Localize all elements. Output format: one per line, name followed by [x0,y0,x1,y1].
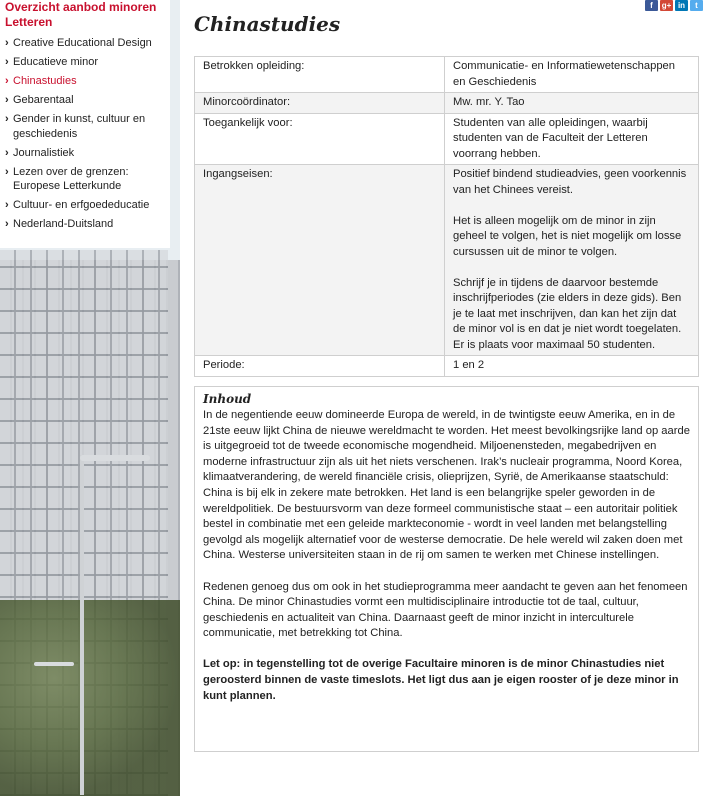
chevron-right-icon: › [5,113,9,125]
info-table [194,56,699,377]
sidebar-item[interactable] [5,165,164,194]
page-title: Chinastudies [194,12,341,36]
info-value-text: Studenten van alle opleidingen, waarbij studenten van de Faculteit der Letteren voorrang hebben. [453,116,648,160]
main-content [194,0,706,752]
social-share [645,0,703,11]
info-value [445,165,699,356]
info-value [445,356,699,377]
info-value [445,113,699,165]
inhoud-heading: Inhoud [203,391,252,406]
info-value [445,57,699,93]
sidebar-item-label: Nederland-Duitsland [13,218,114,230]
info-row [195,165,699,356]
info-row [195,356,699,377]
info-key: Betrokken opleiding: [195,57,445,93]
chevron-right-icon: › [5,37,9,49]
inhoud-paragraph: Redenen genoeg dus om ook in het studieprogramma meer aandacht te geven aan het fenomeen China. De minor Chinastudies vormt een multidisciplinaire introductie tot de taal, cultuur, geschiedenis en actualiteit van China. Daarnaast geeft de minor inzicht in interculturele communicatie, met betrekking tot China. [203,580,688,640]
sidebar-item-label: Educatieve minor [13,56,98,68]
info-key: Periode: [195,356,445,377]
info-row [195,113,699,165]
sidebar-item[interactable] [5,93,164,108]
chevron-right-icon: › [5,56,9,68]
sidebar-menu [0,0,170,248]
sidebar-item-label: Journalistiek [13,146,75,159]
info-key: Minorcoördinator: [195,93,445,114]
chevron-right-icon: › [5,165,9,178]
sidebar-item-label: Chinastudies [13,75,77,87]
sidebar-item[interactable] [5,112,164,141]
chevron-right-icon: › [5,199,9,211]
info-value-text: Mw. mr. Y. Tao [453,96,525,108]
chevron-right-icon: › [5,75,9,87]
facebook-icon[interactable]: f [645,0,658,11]
info-value-text: 1 en 2 [453,359,485,371]
sidebar-item[interactable] [5,74,164,89]
sidebar-item[interactable] [5,146,164,161]
sidebar-item[interactable] [5,55,164,70]
info-value-text: Schrijf je in tijdens de daarvoor bestemde inschrijfperiodes (zie elders in deze gids). Ben je te laat met inschrijven, dan kan het zijn dat de minor vol is en dat je niet wordt toegelaten. Er is plaats voor maximaal 50 studenten. [453,276,682,351]
chevron-right-icon: › [5,94,9,106]
info-key: Ingangseisen: [195,165,445,356]
sidebar-item[interactable] [5,198,164,213]
sidebar-item-label: Gender in kunst, cultuur en geschiedenis [13,113,146,140]
inhoud-paragraph: In de negentiende eeuw domineerde Europa de wereld, in de twintigste eeuw Amerika, en in de 21ste eeuw lijkt China de nieuwe wereldmacht te worden. Het meest bevolkingsrijke land op aarde is uitgegroeid tot de tweede economische mogendheid. Miljoenensteden, megabedrijven en moderne infrastructuur zijn als uit het niets verschenen. Irak’s nucleair programma, Noord Korea, klimaatverandering, de wereld financiële crisis, olieprijzen, Syrië, de Amerikaanse staatschuld: China is bij elk in zekere mate betrokken. Het land is een belangrijke speler geworden in de wereldpolitiek. De bestuursvorm van deze formeel communistische staat – een autoritair politiek bestel in combinatie met een geleide markteconomie - wordt in veel landen met belangstelling gevolgd als mogelijk alternatief voor de westerse democratie. De hele wereld wil zaken doen met China. Westerse universiteiten staan in de rij om samen te werken met Chinese instellingen. [203,409,690,562]
sidebar-item[interactable] [5,36,164,51]
inhoud-note: Let op: in tegenstelling tot de overige Facultaire minoren is de minor Chinastudies niet geroosterd binnen de vaste timeslots. Het ligt dus aan je eigen rooster of je deze minor in kunt plannen. [203,658,679,702]
info-value [445,93,699,114]
sidebar-item-label: Gebarentaal [13,94,74,106]
info-key: Toegankelijk voor: [195,113,445,165]
sidebar-item-label: Cultuur- en erfgoededucatie [13,199,150,211]
sidebar-list [5,36,164,232]
inhoud-section [194,386,699,752]
sidebar-item[interactable] [5,217,164,232]
info-value-text: Positief bindend studieadvies, geen voorkennis van het Chinees vereist. [453,168,687,196]
info-row [195,93,699,114]
google-plus-icon[interactable]: g+ [661,1,672,10]
twitter-icon[interactable]: t [690,0,703,11]
linkedin-icon[interactable]: in [675,0,688,11]
info-value-text: Het is alleen mogelijk om de minor in zijn geheel te volgen, het is niet mogelijk om losse cursussen uit de minor te volgen. [453,214,682,258]
sidebar-item-label: Creative Educational Design [13,37,152,49]
sidebar-item-label: Lezen over de grenzen: Europese Letterkunde [13,165,129,192]
chevron-right-icon: › [5,146,9,159]
info-value-text: Communicatie- en Informatiewetenschappen en Geschiedenis [453,60,676,88]
sidebar-title[interactable]: Overzicht aanbod minoren Letteren [5,0,157,29]
chevron-right-icon: › [5,218,9,230]
info-row [195,57,699,93]
